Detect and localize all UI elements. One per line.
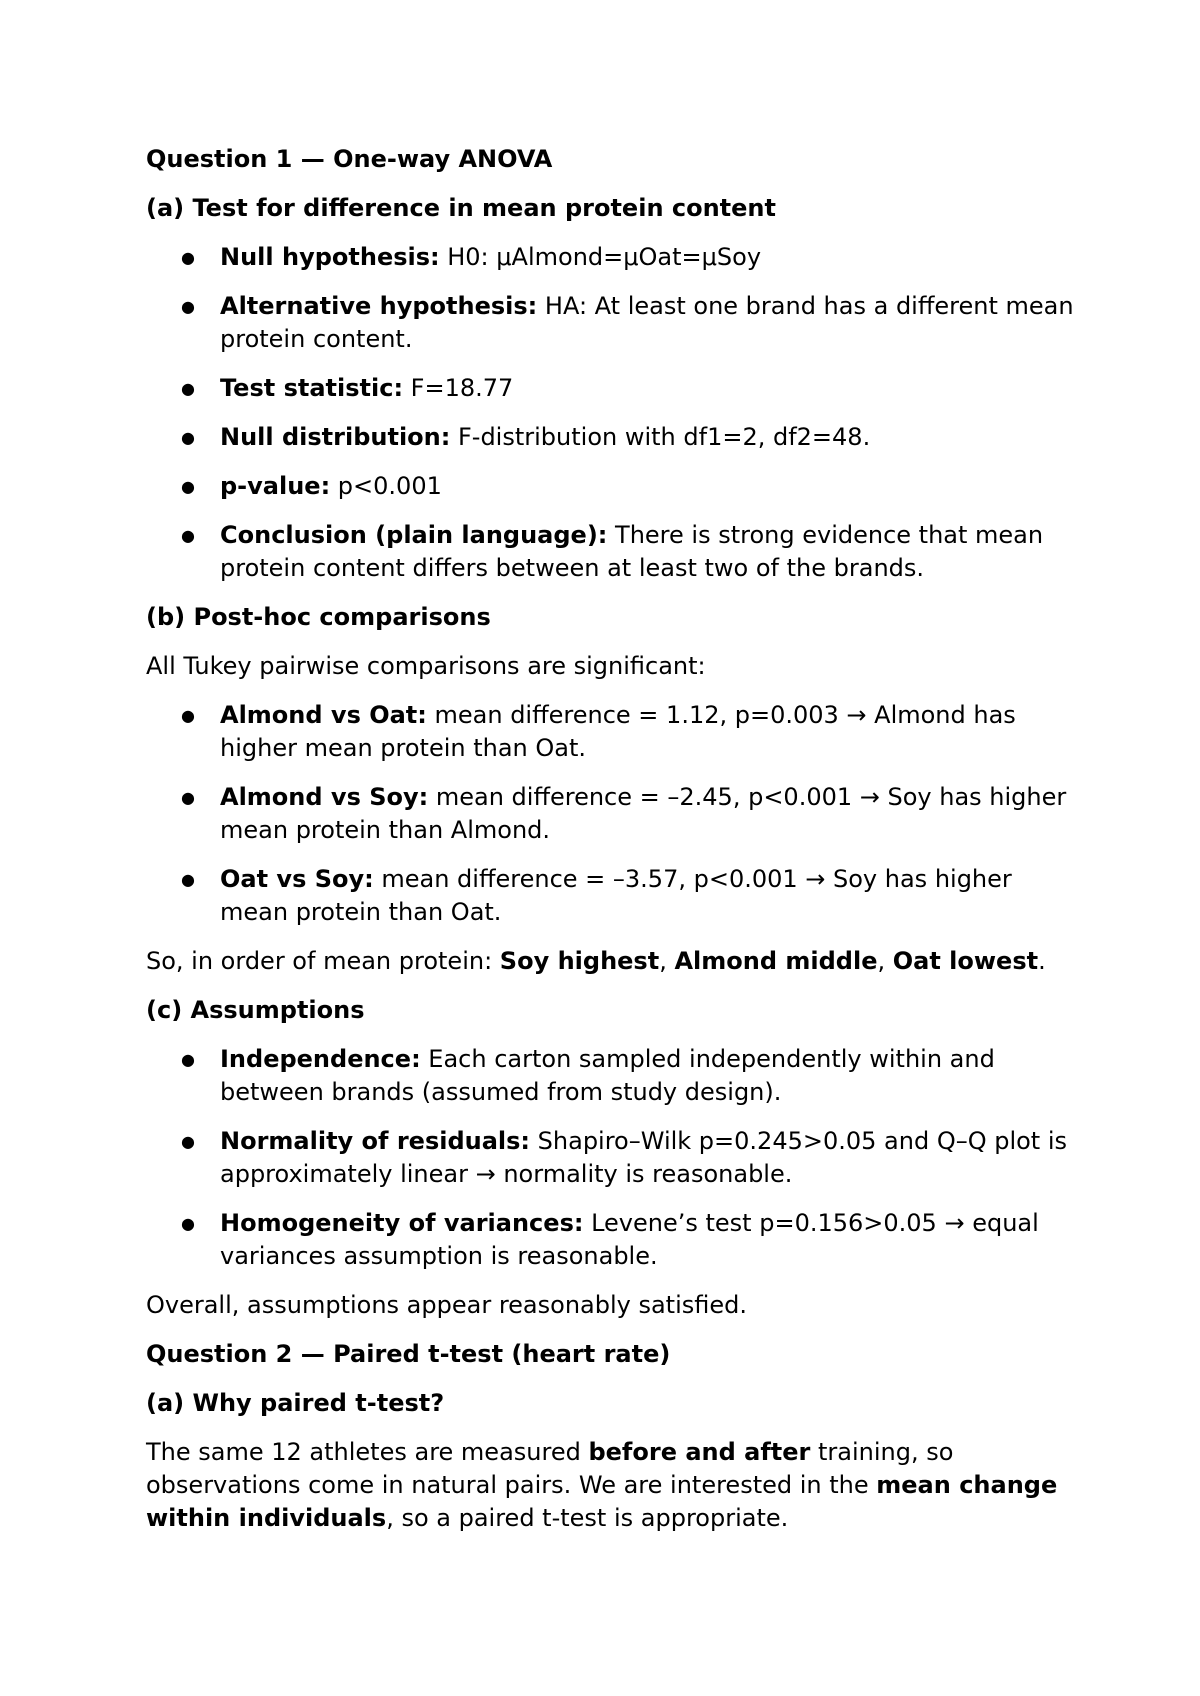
q1-part-b-list (146, 699, 1076, 929)
paragraph-text: The same 12 athletes are measured (146, 1438, 589, 1466)
item-text: There is strong evidence that mean protein content differs between at least two of the brands. (220, 521, 1044, 582)
bullet-icon: ● (181, 706, 195, 725)
q1-part-b-intro: All Tukey pairwise comparisons are significant: (146, 652, 706, 680)
item-text: F=18.77 (403, 374, 514, 402)
paragraph-text: training, so observations come in natural pairs. We are interested in the (146, 1438, 954, 1499)
order-sep: , (877, 947, 893, 975)
order-oat: Oat lowest (892, 947, 1039, 975)
item-text: HA: At least one brand has a different mean protein content. (220, 292, 1074, 353)
list-item (146, 1125, 1076, 1191)
order-soy: Soy highest (499, 947, 660, 975)
item-label: Almond vs Soy: (220, 783, 429, 811)
bullet-icon: ● (181, 248, 195, 267)
order-sep: , (659, 947, 675, 975)
item-label: Conclusion (plain language): (220, 521, 608, 549)
item-text: Shapiro–Wilk p=0.245>0.05 and Q–Q plot is approximately linear → normality is reasonable. (220, 1127, 1068, 1188)
list-item (146, 1207, 1076, 1273)
q1-assumptions-overall: Overall, assumptions appear reasonably satisfied. (146, 1291, 748, 1319)
item-label: Normality of residuals: (220, 1127, 531, 1155)
list-item (146, 519, 1076, 585)
q1-part-a-list (146, 241, 1076, 585)
q2-part-a-heading: (a) Why paired t-test? (146, 1389, 445, 1417)
item-label: Homogeneity of variances: (220, 1209, 584, 1237)
bullet-icon: ● (181, 1214, 195, 1233)
paragraph-emphasis: mean change within individuals (146, 1471, 1058, 1532)
item-label: Oat vs Soy: (220, 865, 374, 893)
item-text: p<0.001 (330, 472, 442, 500)
q1-part-a-heading: (a) Test for difference in mean protein content (146, 194, 776, 222)
item-text: H0: μAlmond=μOat=μSoy (439, 243, 762, 271)
paragraph-emphasis: before and after (588, 1438, 811, 1466)
q1-part-b-heading: (b) Post-hoc comparisons (146, 603, 491, 631)
list-item (146, 290, 1076, 356)
order-end: . (1038, 947, 1046, 975)
order-almond: Almond middle (674, 947, 878, 975)
item-text: Levene’s test p=0.156>0.05 → equal variances assumption is reasonable. (220, 1209, 1039, 1270)
list-item (146, 470, 1076, 503)
item-text: F-distribution with df1=2, df2=48. (450, 423, 871, 451)
list-item (146, 1043, 1076, 1109)
document-content (146, 143, 1076, 1551)
item-text: Each carton sampled independently within and between brands (assumed from study design). (220, 1045, 995, 1106)
item-label: Test statistic: (220, 374, 404, 402)
q2-part-a-paragraph (146, 1436, 1076, 1535)
list-item (146, 781, 1076, 847)
item-label: Almond vs Oat: (220, 701, 427, 729)
bullet-icon: ● (181, 428, 195, 447)
question-2-title: Question 2 — Paired t-test (heart rate) (146, 1340, 671, 1368)
question-1-title: Question 1 — One-way ANOVA (146, 145, 553, 173)
q1-order-summary (146, 945, 1076, 978)
order-prefix: So, in order of mean protein: (146, 947, 500, 975)
list-item (146, 421, 1076, 454)
list-item (146, 372, 1076, 405)
item-label: Alternative hypothesis: (220, 292, 538, 320)
q1-part-c-heading: (c) Assumptions (146, 996, 365, 1024)
list-item (146, 699, 1076, 765)
item-label: Independence: (220, 1045, 421, 1073)
paragraph-text: , so a paired t-test is appropriate. (386, 1504, 789, 1532)
bullet-icon: ● (181, 788, 195, 807)
item-label: Null distribution: (220, 423, 451, 451)
item-label: Null hypothesis: (220, 243, 440, 271)
list-item (146, 863, 1076, 929)
item-label: p-value: (220, 472, 331, 500)
list-item (146, 241, 1076, 274)
bullet-icon: ● (181, 526, 195, 545)
bullet-icon: ● (181, 870, 195, 889)
item-text: mean difference = –2.45, p<0.001 → Soy has higher mean protein than Almond. (220, 783, 1067, 844)
bullet-icon: ● (181, 1050, 195, 1069)
item-text: mean difference = 1.12, p=0.003 → Almond has higher mean protein than Oat. (220, 701, 1016, 762)
bullet-icon: ● (181, 477, 195, 496)
bullet-icon: ● (181, 379, 195, 398)
q1-part-c-list (146, 1043, 1076, 1273)
bullet-icon: ● (181, 297, 195, 316)
item-text: mean difference = –3.57, p<0.001 → Soy has higher mean protein than Oat. (220, 865, 1012, 926)
bullet-icon: ● (181, 1132, 195, 1151)
